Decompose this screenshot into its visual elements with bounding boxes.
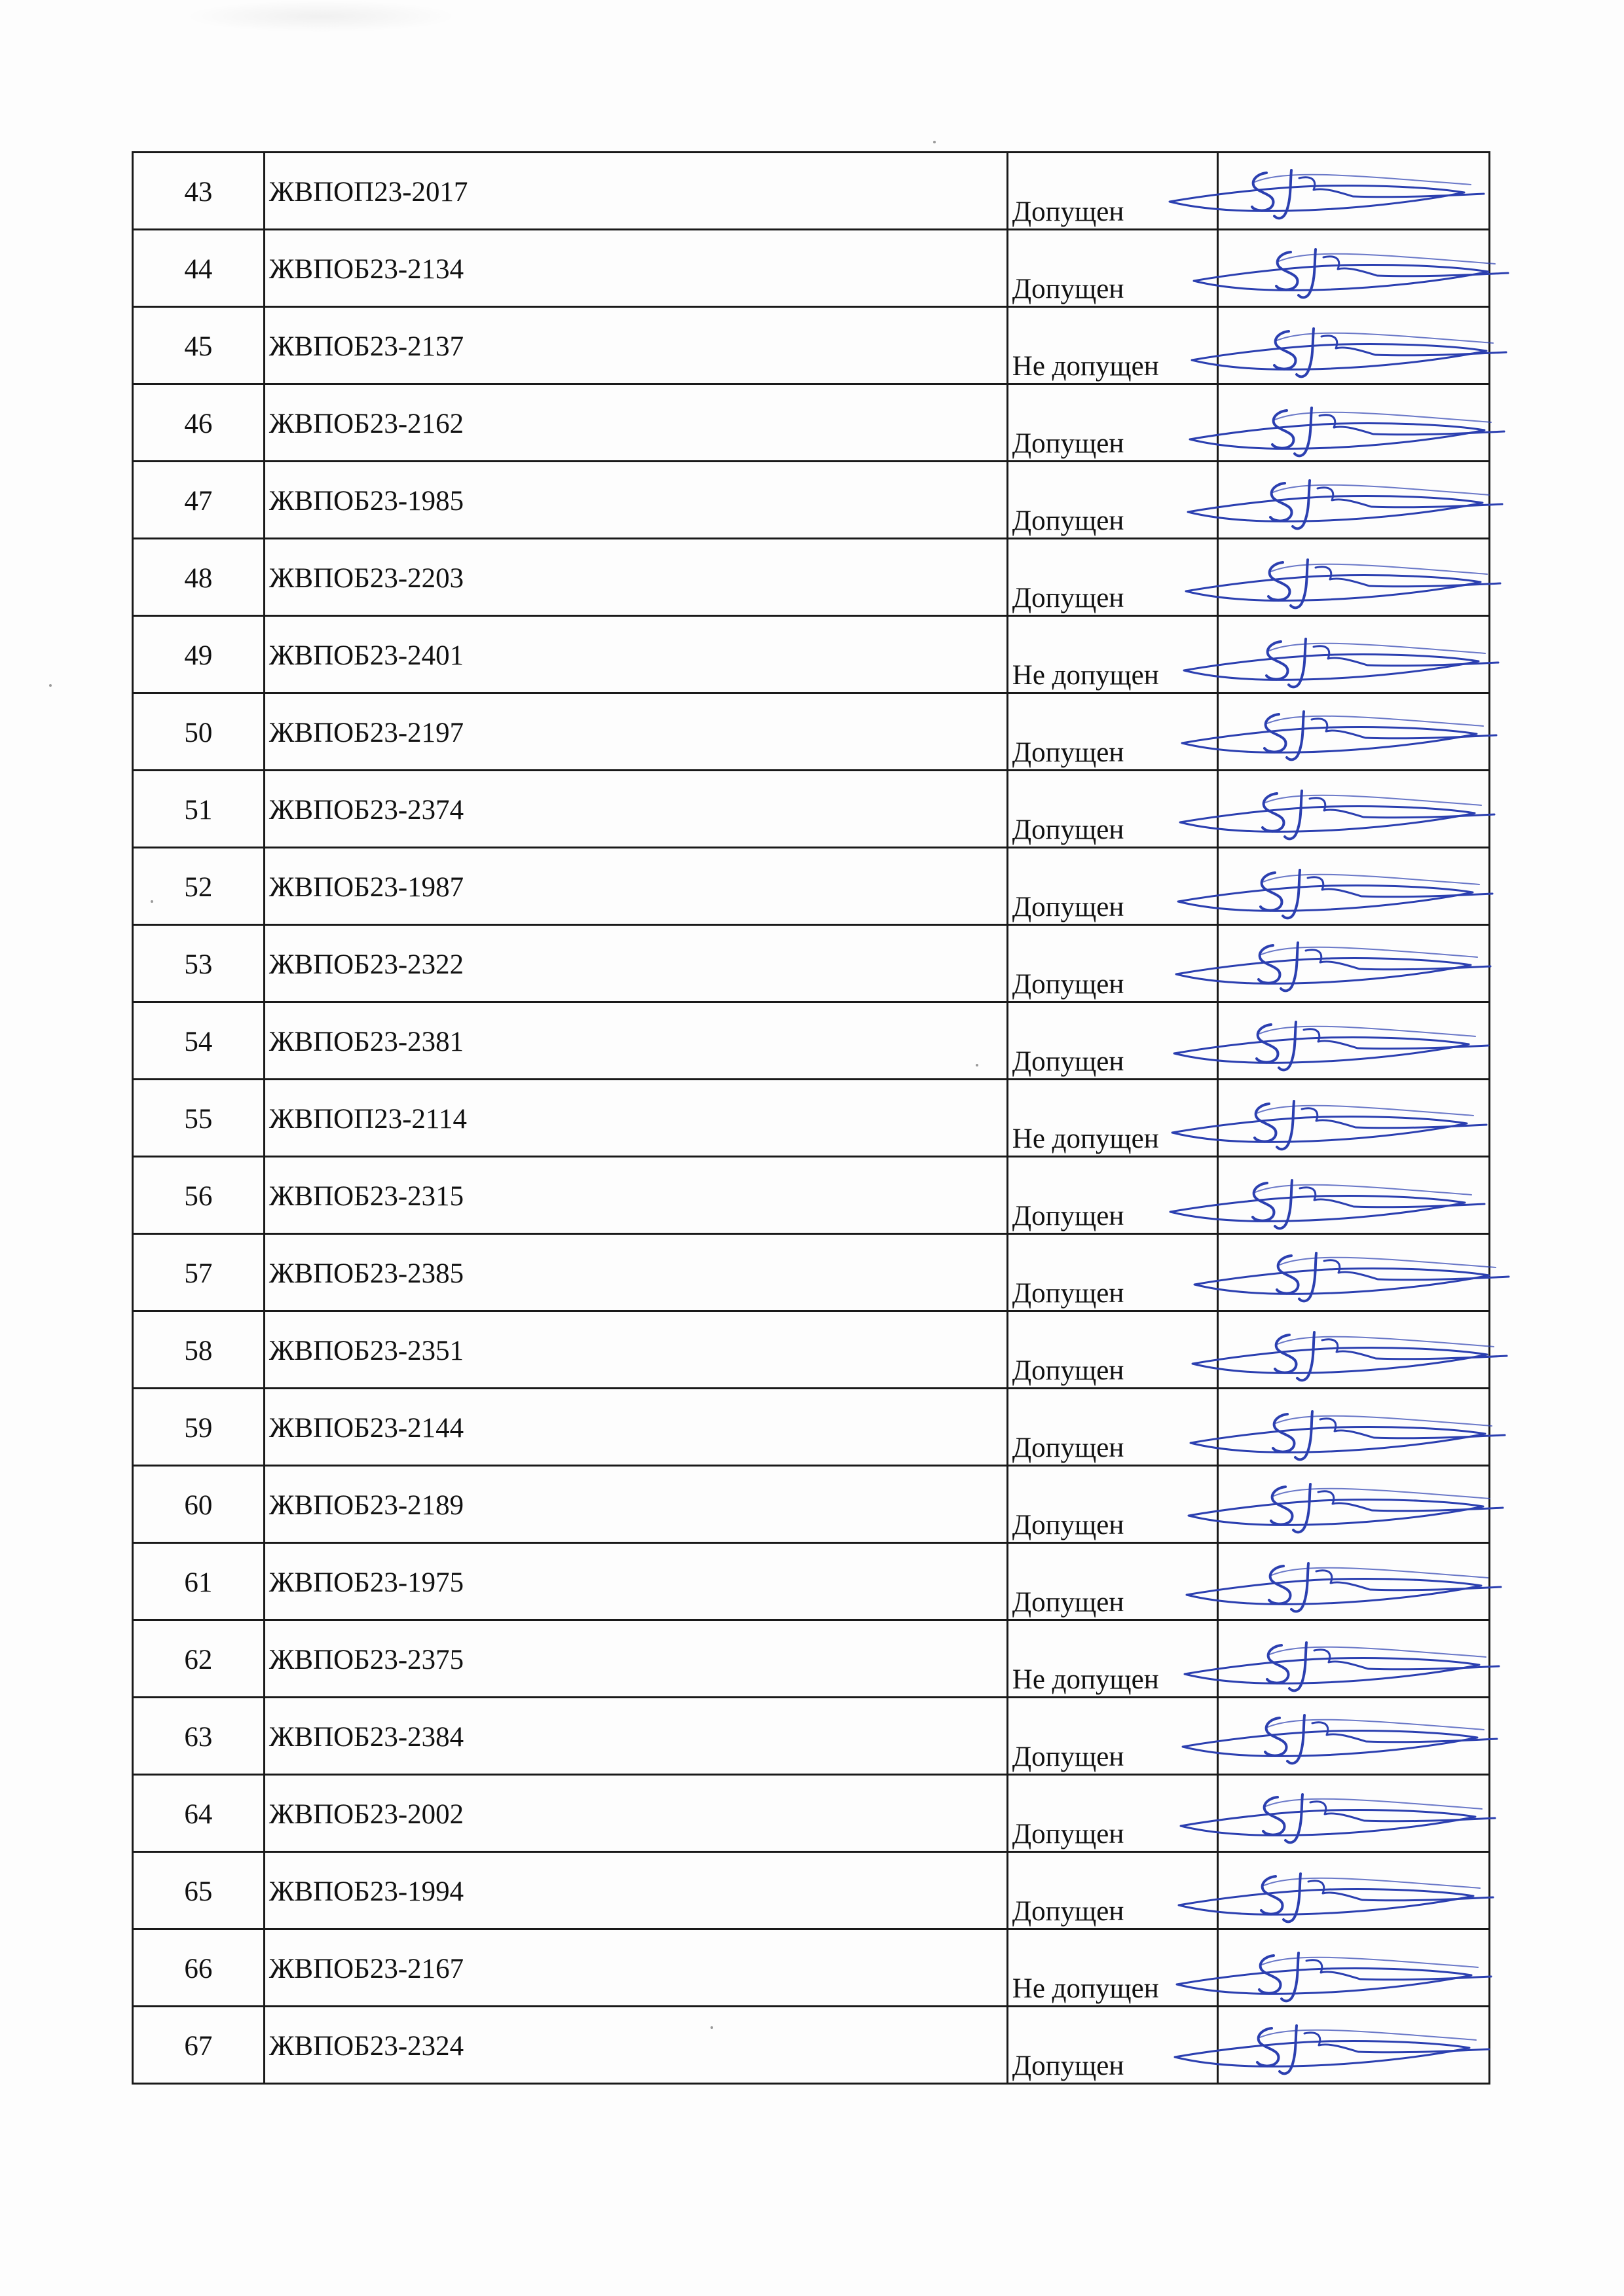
signature-cell (1218, 1466, 1490, 1543)
table-row (133, 848, 1490, 925)
row-number: 57 (133, 1234, 265, 1311)
applicant-code: ЖВПОБ23-2385 (264, 1234, 1007, 1311)
admission-status: Не допущен (1007, 1080, 1217, 1157)
handwritten-signature-icon (1173, 1549, 1540, 1621)
handwritten-signature-icon (1179, 314, 1545, 386)
handwritten-signature-icon (1169, 697, 1536, 769)
table-row (133, 771, 1490, 848)
row-number: 66 (133, 1929, 265, 2007)
table-row (133, 462, 1490, 539)
applicant-code: ЖВПОБ23-2002 (264, 1775, 1007, 1852)
admission-status: Допущен (1007, 1002, 1217, 1080)
row-number: 61 (133, 1543, 265, 1620)
results-table-body (133, 153, 1490, 2084)
signature-cell (1218, 539, 1490, 616)
handwritten-signature-icon (1175, 466, 1541, 538)
signature-cell (1218, 2007, 1490, 2084)
results-table (132, 151, 1490, 2085)
row-number: 63 (133, 1698, 265, 1775)
handwritten-signature-icon (1171, 625, 1538, 697)
scan-speck (933, 141, 936, 143)
applicant-code: ЖВПОБ23-2381 (264, 1002, 1007, 1080)
admission-status: Допущен (1007, 1311, 1217, 1389)
applicant-code: ЖВПОБ23-2315 (264, 1157, 1007, 1234)
applicant-code: ЖВПОБ23-2144 (264, 1389, 1007, 1466)
applicant-code: ЖВПОБ23-1987 (264, 848, 1007, 925)
table-row (133, 1929, 1490, 2007)
row-number: 58 (133, 1311, 265, 1389)
applicant-code: ЖВПОБ23-2162 (264, 384, 1007, 462)
admission-status: Допущен (1007, 693, 1217, 771)
signature-cell (1218, 1698, 1490, 1775)
signature-cell (1218, 925, 1490, 1002)
row-number: 43 (133, 153, 265, 230)
row-number: 52 (133, 848, 265, 925)
row-number: 59 (133, 1389, 265, 1466)
row-number: 47 (133, 462, 265, 539)
admission-status: Допущен (1007, 1698, 1217, 1775)
row-number: 55 (133, 1080, 265, 1157)
table-row (133, 1698, 1490, 1775)
row-number: 64 (133, 1775, 265, 1852)
admission-status: Допущен (1007, 1389, 1217, 1466)
handwritten-signature-icon (1177, 1397, 1544, 1469)
admission-status: Не допущен (1007, 616, 1217, 693)
row-number: 62 (133, 1620, 265, 1698)
handwritten-signature-icon (1170, 1701, 1536, 1773)
row-number: 53 (133, 925, 265, 1002)
table-row (133, 693, 1490, 771)
table-row (133, 1080, 1490, 1157)
table-row (133, 1002, 1490, 1080)
signature-cell (1218, 1157, 1490, 1234)
admission-status: Не допущен (1007, 307, 1217, 384)
admission-status: Допущен (1007, 771, 1217, 848)
scan-shadow (183, 0, 458, 33)
table-row (133, 1466, 1490, 1543)
handwritten-signature-icon (1173, 545, 1540, 617)
row-number: 51 (133, 771, 265, 848)
admission-status: Допущен (1007, 1543, 1217, 1620)
applicant-code: ЖВПОБ23-2137 (264, 307, 1007, 384)
admission-status: Допущен (1007, 1157, 1217, 1234)
applicant-code: ЖВПОБ23-2189 (264, 1466, 1007, 1543)
table-row (133, 616, 1490, 693)
table-row (133, 230, 1490, 307)
signature-cell (1218, 1543, 1490, 1620)
handwritten-signature-icon (1181, 235, 1547, 307)
table-row (133, 925, 1490, 1002)
handwritten-signature-icon (1165, 856, 1532, 928)
table-row (133, 1620, 1490, 1698)
signature-cell (1218, 384, 1490, 462)
applicant-code: ЖВПОБ23-1975 (264, 1543, 1007, 1620)
table-row (133, 1234, 1490, 1311)
admission-status: Не допущен (1007, 1929, 1217, 2007)
signature-cell (1218, 153, 1490, 230)
row-number: 45 (133, 307, 265, 384)
table-row (133, 153, 1490, 230)
signature-cell (1218, 1852, 1490, 1929)
admission-status: Допущен (1007, 230, 1217, 307)
handwritten-signature-icon (1166, 1859, 1532, 1931)
handwritten-signature-icon (1181, 1239, 1548, 1311)
handwritten-signature-icon (1172, 1628, 1538, 1700)
applicant-code: ЖВПОП23-2114 (264, 1080, 1007, 1157)
signature-cell (1218, 230, 1490, 307)
admission-status: Допущен (1007, 1775, 1217, 1852)
signature-cell (1218, 1620, 1490, 1698)
admission-status: Допущен (1007, 1852, 1217, 1929)
table-row (133, 1311, 1490, 1389)
admission-status: Допущен (1007, 539, 1217, 616)
signature-cell (1218, 1775, 1490, 1852)
row-number: 50 (133, 693, 265, 771)
signature-cell (1218, 771, 1490, 848)
signature-cell (1218, 1929, 1490, 2007)
applicant-code: ЖВПОБ23-2322 (264, 925, 1007, 1002)
admission-status: Не допущен (1007, 1620, 1217, 1698)
signature-cell (1218, 1002, 1490, 1080)
handwritten-signature-icon (1163, 928, 1530, 1000)
admission-status: Допущен (1007, 1234, 1217, 1311)
handwritten-signature-icon (1179, 1318, 1546, 1390)
applicant-code: ЖВПОБ23-1994 (264, 1852, 1007, 1929)
applicant-code: ЖВПОБ23-2375 (264, 1620, 1007, 1698)
row-number: 54 (133, 1002, 265, 1080)
admission-status: Допущен (1007, 925, 1217, 1002)
admission-status: Допущен (1007, 1466, 1217, 1543)
row-number: 49 (133, 616, 265, 693)
signature-cell (1218, 848, 1490, 925)
signature-cell (1218, 1311, 1490, 1389)
admission-status: Допущен (1007, 462, 1217, 539)
applicant-code: ЖВПОБ23-2324 (264, 2007, 1007, 2084)
signature-cell (1218, 307, 1490, 384)
signature-cell (1218, 1080, 1490, 1157)
row-number: 46 (133, 384, 265, 462)
applicant-code: ЖВПОБ23-2203 (264, 539, 1007, 616)
handwritten-signature-icon (1167, 776, 1534, 848)
table-row (133, 1852, 1490, 1929)
admission-status: Допущен (1007, 384, 1217, 462)
signature-cell (1218, 616, 1490, 693)
applicant-code: ЖВПОБ23-2197 (264, 693, 1007, 771)
admission-status: Допущен (1007, 848, 1217, 925)
handwritten-signature-icon (1177, 393, 1543, 465)
table-row (133, 384, 1490, 462)
table-row (133, 307, 1490, 384)
admission-status: Допущен (1007, 2007, 1217, 2084)
table-row (133, 2007, 1490, 2084)
table-row (133, 1157, 1490, 1234)
applicant-code: ЖВПОБ23-2374 (264, 771, 1007, 848)
applicant-code: ЖВПОБ23-2134 (264, 230, 1007, 307)
table-row (133, 1543, 1490, 1620)
handwritten-signature-icon (1164, 1939, 1530, 2011)
applicant-code: ЖВПОБ23-2401 (264, 616, 1007, 693)
row-number: 44 (133, 230, 265, 307)
row-number: 56 (133, 1157, 265, 1234)
handwritten-signature-icon (1168, 1780, 1534, 1852)
row-number: 60 (133, 1466, 265, 1543)
handwritten-signature-icon (1175, 1470, 1542, 1542)
row-number: 48 (133, 539, 265, 616)
signature-cell (1218, 693, 1490, 771)
row-number: 67 (133, 2007, 265, 2084)
table-row (133, 539, 1490, 616)
applicant-code: ЖВПОБ23-2167 (264, 1929, 1007, 2007)
row-number: 65 (133, 1852, 265, 1929)
table-row (133, 1389, 1490, 1466)
scan-speck (49, 684, 52, 687)
applicant-code: ЖВПОБ23-2384 (264, 1698, 1007, 1775)
table-row (133, 1775, 1490, 1852)
signature-cell (1218, 1234, 1490, 1311)
signature-cell (1218, 462, 1490, 539)
signature-cell (1218, 1389, 1490, 1466)
applicant-code: ЖВПОБ23-1985 (264, 462, 1007, 539)
applicant-code: ЖВПОП23-2017 (264, 153, 1007, 230)
applicant-code: ЖВПОБ23-2351 (264, 1311, 1007, 1389)
admission-status: Допущен (1007, 153, 1217, 230)
